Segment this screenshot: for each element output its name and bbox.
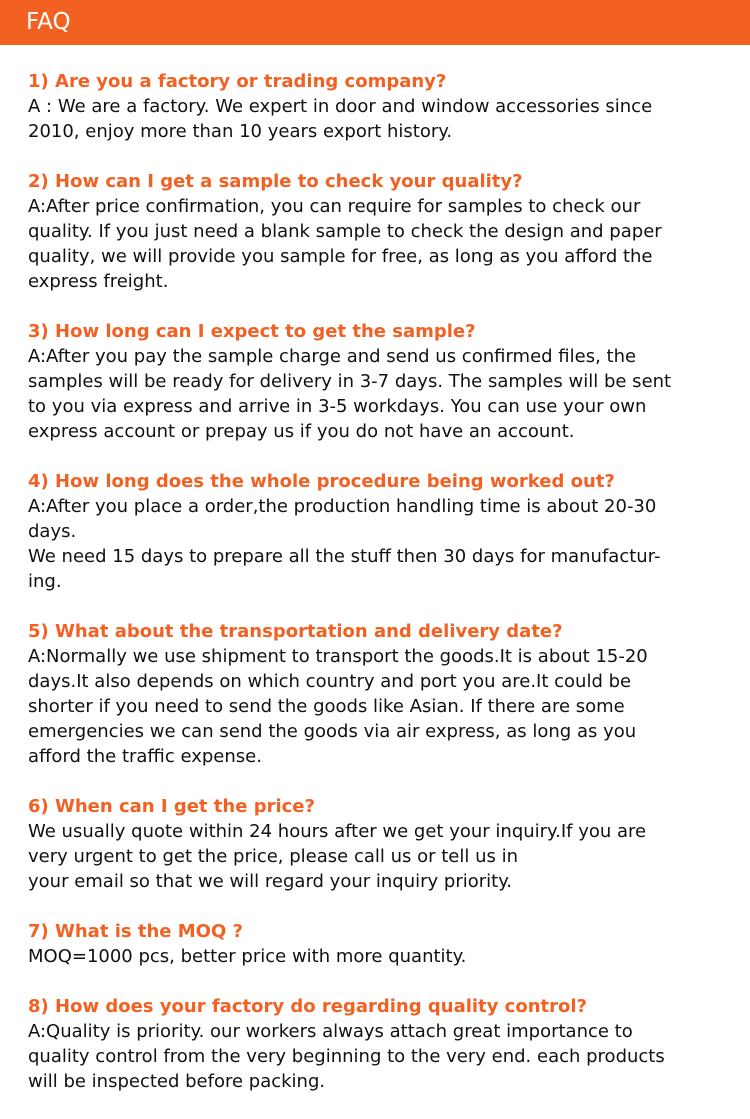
faq-answer-8: A:Quality is priority. our workers always attach great importance to quality control from the very beginning to the very end. each products will be inspected before packing. bbox=[28, 1021, 665, 1092]
faq-question-1: 1) Are you a factory or trading company? bbox=[28, 71, 447, 92]
faq-item-8 bbox=[28, 994, 743, 1094]
faq-question-2: 2) How can I get a sample to check your quality? bbox=[28, 171, 523, 192]
faq-item-5 bbox=[28, 619, 743, 769]
faq-list bbox=[28, 69, 743, 1119]
faq-question-6: 6) When can I get the price? bbox=[28, 796, 315, 817]
page-title: FAQ bbox=[26, 9, 71, 35]
faq-answer-3: A:After you pay the sample charge and send us confirmed files, the samples will be ready for delivery in 3-7 days. The samples will be sent to you via express and arrive in 3-5 workdays. You can use your own express account or prepay us if you do not have an account. bbox=[28, 346, 672, 442]
faq-question-4: 4) How long does the whole procedure being worked out? bbox=[28, 471, 615, 492]
faq-answer-1: A : We are a factory. We expert in door and window accessories since 2010, enjoy more than 10 years export history. bbox=[28, 96, 653, 142]
faq-answer-7: MOQ=1000 pcs, better price with more quantity. bbox=[28, 946, 467, 967]
faq-question-5: 5) What about the transportation and delivery date? bbox=[28, 621, 563, 642]
faq-item-3 bbox=[28, 319, 743, 444]
faq-question-3: 3) How long can I expect to get the sample? bbox=[28, 321, 476, 342]
faq-question-7: 7) What is the MOQ ? bbox=[28, 921, 243, 942]
faq-answer-5: A:Normally we use shipment to transport the goods.It is about 15-20 days.It also depends on which country and port you are.It could be shorter if you need to send the goods like Asian. If there are some emergencies we can send the goods via air express, as long as you afford the traffic expense. bbox=[28, 646, 648, 767]
faq-answer-6: We usually quote within 24 hours after we get your inquiry.If you are very urgent to get the price, please call us or tell us in your email so that we will regard your inquiry priority. bbox=[28, 821, 647, 892]
faq-question-8: 8) How does your factory do regarding quality control? bbox=[28, 996, 587, 1017]
faq-item-1 bbox=[28, 69, 743, 144]
faq-item-2 bbox=[28, 169, 743, 294]
faq-item-6 bbox=[28, 794, 743, 894]
faq-header-bar bbox=[0, 0, 750, 45]
faq-item-4 bbox=[28, 469, 743, 594]
faq-answer-4: A:After you place a order,the production handling time is about 20-30 days. We need 15 days to prepare all the stuff then 30 days for manufactur- ing. bbox=[28, 496, 661, 592]
faq-item-7 bbox=[28, 919, 743, 969]
faq-answer-2: A:After price confirmation, you can require for samples to check our quality. If you just need a blank sample to check the design and paper quality, we will provide you sample for free, as long as you afford the express freight. bbox=[28, 196, 662, 292]
